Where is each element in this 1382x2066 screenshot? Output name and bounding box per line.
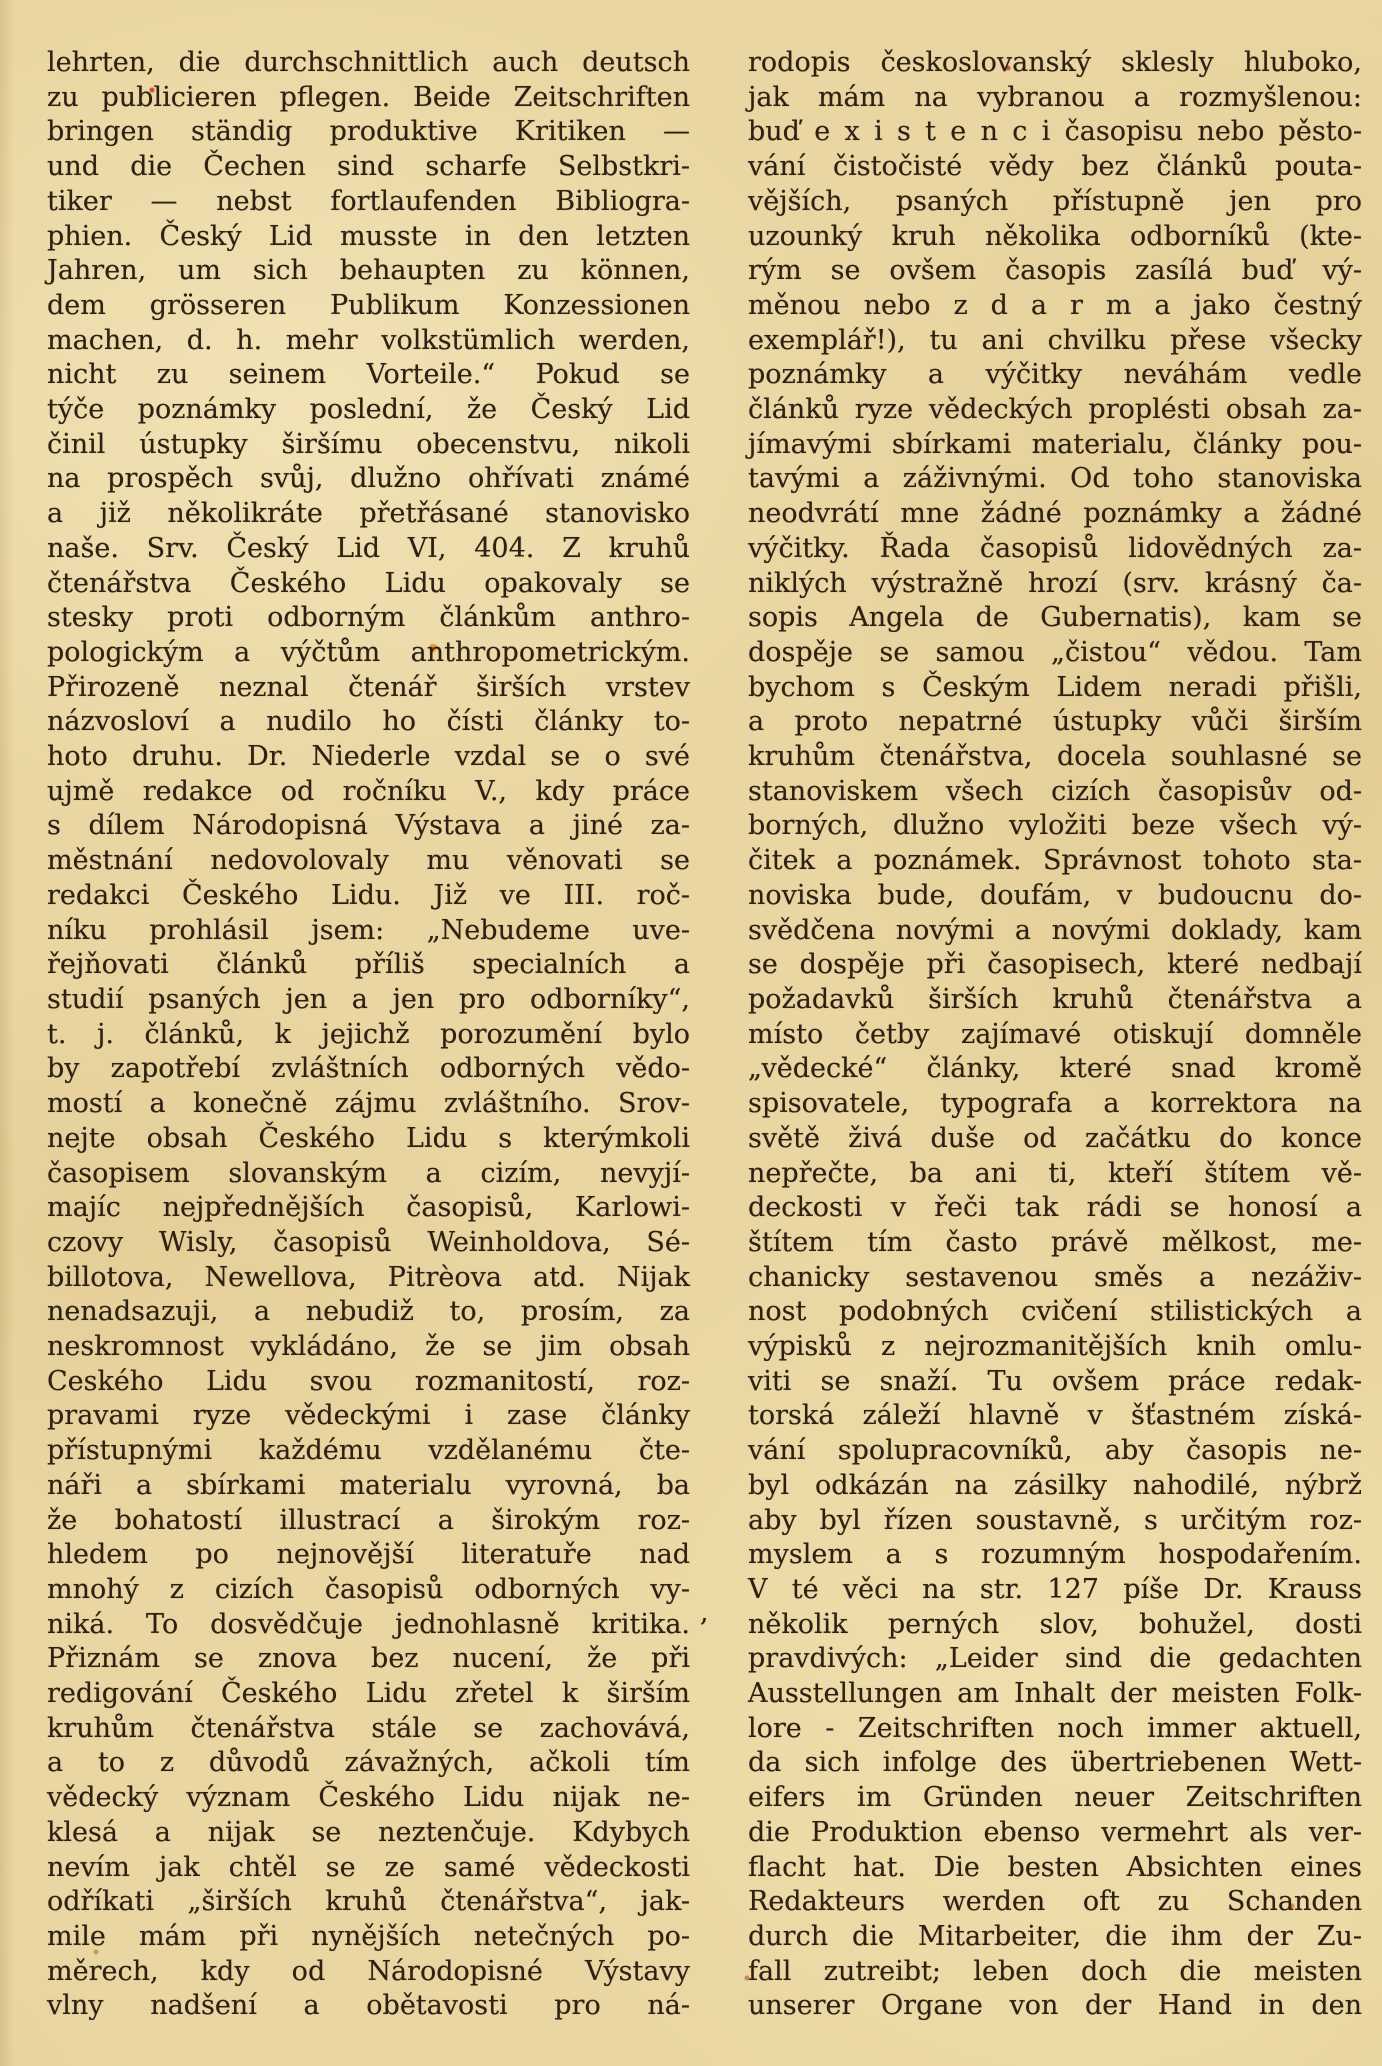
text-line: dem grösseren Publikum Konzessionen xyxy=(47,289,690,321)
text-line: a proto nepatrné ústupky vůči širším xyxy=(748,706,1362,738)
text-line: časopisem slovanským a cizím, nevyjí- xyxy=(47,1157,690,1189)
text-line: stanoviskem všech cizích časopisův od- xyxy=(748,775,1362,807)
text-line: phien. Český Lid musste in den letzten xyxy=(47,220,690,252)
text-line: rým se ovšem časopis zasílá buď vý- xyxy=(748,255,1362,287)
text-line: hledem po nejnovější literatuře nad xyxy=(47,1539,690,1571)
text-line: s dílem Národopisná Výstava a jiné za- xyxy=(47,810,690,842)
text-line: se dospěje při časopisech, které nedbají xyxy=(748,949,1362,981)
text-line: czovy Wisly, časopisů Weinholdova, Sé- xyxy=(47,1226,690,1258)
text-column-left xyxy=(47,46,690,2024)
text-line: městnání nedovolovaly mu věnovati se xyxy=(47,845,690,877)
text-line: pologickým a výčtům anthropometrickým. xyxy=(47,636,690,668)
text-line: uzounký kruh několika odborníků (kte- xyxy=(748,220,1362,252)
text-line: náři a sbírkami materialu vyrovná, ba xyxy=(47,1469,690,1501)
text-line: unserer Organe von der Hand in den xyxy=(748,1990,1362,2022)
text-line: neskromnost vykládáno, že se jim obsah xyxy=(47,1331,690,1363)
text-line: štítem tím často právě mělkost, me- xyxy=(748,1226,1362,1258)
text-line: dospěje se samou „čistou“ vědou. Tam xyxy=(748,636,1362,668)
text-line: niklých výstražně hrozí (srv. krásný ča- xyxy=(748,567,1362,599)
text-line: eifers im Gründen neuer Zeitschriften xyxy=(748,1782,1362,1814)
text-line: že bohatostí illustrací a širokým roz- xyxy=(47,1504,690,1536)
text-line: studií psaných jen a jen pro odborníky“, xyxy=(47,983,690,1015)
text-line: nicht zu seinem Vorteile.“ Pokud se xyxy=(47,359,690,391)
text-line: nenadsazuji, a nebudiž to, prosím, za xyxy=(47,1296,690,1328)
text-line: Redakteurs werden oft zu Schanden xyxy=(748,1886,1362,1918)
text-line: lehrten, die durchschnittlich auch deutsch xyxy=(47,47,690,78)
text-line: přístupnými každému vzdělanému čte- xyxy=(47,1435,690,1467)
text-line: měrech, kdy od Národopisné Výstavy xyxy=(47,1955,690,1987)
text-line: borných, dlužno vyložiti beze všech vý- xyxy=(748,810,1362,842)
text-line: stesky proti odborným článkům anthro- xyxy=(47,602,690,634)
text-line: myslem a s rozumným hospodařením. xyxy=(748,1539,1362,1571)
text-line: vějších, psaných přístupně jen pro xyxy=(748,185,1362,217)
text-line: pravami ryze vědeckými i zase články xyxy=(47,1400,690,1432)
text-line: Ceského Lidu svou rozmanitostí, roz- xyxy=(47,1365,690,1397)
text-line: a to z důvodů závažných, ačkoli tím xyxy=(47,1747,690,1779)
text-line: nevím jak chtěl se ze samé vědeckosti xyxy=(47,1851,690,1883)
text-line: týče poznámky poslední, že Český Lid xyxy=(47,394,690,426)
text-line: redigování Českého Lidu zřetel k širším xyxy=(47,1678,690,1710)
text-line: a již několikráte přetřásané stanovisko xyxy=(47,498,690,530)
text-line: klesá a nijak se neztenčuje. Kdybych xyxy=(47,1816,690,1848)
text-line: sopis Angela de Gubernatis), kam se xyxy=(748,602,1362,634)
text-line: „vědecké“ články, které snad kromě xyxy=(748,1053,1362,1085)
text-line: majíc nejpřednějších časopisů, Karlowi- xyxy=(47,1192,690,1224)
text-line: vědecký význam Českého Lidu nijak ne- xyxy=(47,1782,690,1814)
text-line: naše. Srv. Český Lid VI, 404. Z kruhů xyxy=(47,532,690,564)
text-line: exemplář!), tu ani chvilku přese všecky xyxy=(748,324,1362,356)
text-line: machen, d. h. mehr volkstümlich werden, xyxy=(47,324,690,356)
text-line: řejňovati článků příliš specialních a xyxy=(47,949,690,981)
stray-ink-mark: , xyxy=(700,1597,709,1628)
text-line: lore - Zeitschriften noch immer aktuell, xyxy=(748,1712,1362,1744)
text-line: poznámky a výčitky neváhám vedle xyxy=(748,359,1362,391)
text-line: nejte obsah Českého Lidu s kterýmkoli xyxy=(47,1122,690,1154)
text-line: svědčena novými a novými doklady, kam xyxy=(748,914,1362,946)
text-line: chanicky sestavenou směs a nezáživ- xyxy=(748,1261,1362,1293)
text-line: vání čistočisté vědy bez článků pouta- xyxy=(748,151,1362,183)
text-line: flacht hat. Die besten Absichten eines xyxy=(748,1851,1362,1883)
text-line: mnohý z cizích časopisů odborných vy- xyxy=(47,1573,690,1605)
text-line: vání spolupracovníků, aby časopis ne- xyxy=(748,1435,1362,1467)
text-line: bringen ständig produktive Kritiken — xyxy=(47,116,690,148)
text-line: nost podobných cvičení stilistických a xyxy=(748,1296,1362,1328)
text-line: měnou nebo z d a r m a jako čestný xyxy=(748,289,1362,321)
text-line: byl odkázán na zásilky nahodilé, nýbrž xyxy=(748,1469,1362,1501)
text-line: niká. To dosvědčuje jednohlasně kritika. xyxy=(47,1608,690,1640)
text-line: mostí a konečně zájmu zvláštního. Srov- xyxy=(47,1088,690,1120)
text-line: jímavými sbírkami materialu, články pou- xyxy=(748,428,1362,460)
text-line: vlny nadšení a obětavosti pro ná- xyxy=(47,1990,690,2022)
text-line: viti se snaží. Tu ovšem práce redak- xyxy=(748,1365,1362,1397)
text-line: torská záleží hlavně v šťastném získá- xyxy=(748,1400,1362,1432)
text-line: místo četby zajímavé otiskují domněle xyxy=(748,1018,1362,1050)
text-line: názvosloví a nudilo ho čísti články to- xyxy=(47,706,690,738)
text-line: by zapotřebí zvláštních odborných vědo- xyxy=(47,1053,690,1085)
text-line: fall zutreibt; leben doch die meisten xyxy=(748,1955,1362,1987)
text-line: světě živá duše od začátku do konce xyxy=(748,1122,1362,1154)
text-line: jak mám na vybranou a rozmyšlenou: xyxy=(748,81,1362,113)
text-line: und die Čechen sind scharfe Selbstkri- xyxy=(47,151,690,183)
text-line: da sich infolge des übertriebenen Wett- xyxy=(748,1747,1362,1779)
text-line: bychom s Českým Lidem neradi přišli, xyxy=(748,671,1362,703)
text-line: kruhům čtenářstva, docela souhlasné se xyxy=(748,741,1362,773)
text-line: čtenářstva Českého Lidu opakovaly se xyxy=(47,567,690,599)
text-line: rodopis českoslovanský sklesly hluboko, xyxy=(748,47,1362,78)
text-line: ujmě redakce od ročníku V., kdy práce xyxy=(47,775,690,807)
text-line: Jahren, um sich behaupten zu können, xyxy=(47,255,690,287)
text-line: billotova, Newellova, Pitrèova atd. Nijak xyxy=(47,1261,690,1293)
text-line: mile mám při nynějších netečných po- xyxy=(47,1920,690,1952)
text-line: výčitky. Řada časopisů lidovědných za- xyxy=(748,532,1362,564)
text-line: níku prohlásil jsem: „Nebudeme uve- xyxy=(47,914,690,946)
text-column-right xyxy=(748,46,1362,2024)
text-line: durch die Mitarbeiter, die ihm der Zu- xyxy=(748,1920,1362,1952)
text-line: die Produktion ebenso vermehrt als ver- xyxy=(748,1816,1362,1848)
text-line: odříkati „širších kruhů čtenářstva“, jak- xyxy=(47,1886,690,1918)
text-line: neodvrátí mne žádné poznámky a žádné xyxy=(748,498,1362,530)
text-line: spisovatele, typografa a korrektora na xyxy=(748,1088,1362,1120)
text-line: tiker — nebst fortlaufenden Bibliogra- xyxy=(47,185,690,217)
text-line: Přiznám se znova bez nucení, že při xyxy=(47,1643,690,1675)
text-line: čitek a poznámek. Správnost tohoto sta- xyxy=(748,845,1362,877)
text-line: tavými a záživnými. Od toho stanoviska xyxy=(748,463,1362,495)
text-line: V té věci na str. 127 píše Dr. Krauss xyxy=(748,1573,1362,1605)
text-line: výpisků z nejrozmanitějších knih omlu- xyxy=(748,1331,1362,1363)
text-line: Ausstellungen am Inhalt der meisten Folk- xyxy=(748,1678,1362,1710)
text-line: t. j. článků, k jejichž porozumění bylo xyxy=(47,1018,690,1050)
text-line: kruhům čtenářstva stále se zachovává, xyxy=(47,1712,690,1744)
text-line: hoto druhu. Dr. Niederle vzdal se o své xyxy=(47,741,690,773)
text-line: deckosti v řeči tak rádi se honosí a xyxy=(748,1192,1362,1224)
text-line: požadavků širších kruhů čtenářstva a xyxy=(748,983,1362,1015)
text-line: buď e x i s t e n c i časopisu nebo pěsto- xyxy=(748,116,1362,148)
text-line: Přirozeně neznal čtenář širších vrstev xyxy=(47,671,690,703)
text-line: noviska bude, doufám, v budoucnu do- xyxy=(748,879,1362,911)
text-line: činil ústupky širšímu obecenstvu, nikoli xyxy=(47,428,690,460)
text-line: zu publicieren pflegen. Beide Zeitschriften xyxy=(47,81,690,113)
text-line: nepřečte, ba ani ti, kteří štítem vě- xyxy=(748,1157,1362,1189)
text-line: redakci Českého Lidu. Již ve III. roč- xyxy=(47,879,690,911)
text-line: pravdivých: „Leider sind die gedachten xyxy=(748,1643,1362,1675)
text-line: článků ryze vědeckých proplésti obsah za- xyxy=(748,394,1362,426)
text-line: aby byl řízen soustavně, s určitým roz- xyxy=(748,1504,1362,1536)
text-line: na prospěch svůj, dlužno ohřívati známé xyxy=(47,463,690,495)
text-line: několik perných slov, bohužel, dosti xyxy=(748,1608,1362,1640)
